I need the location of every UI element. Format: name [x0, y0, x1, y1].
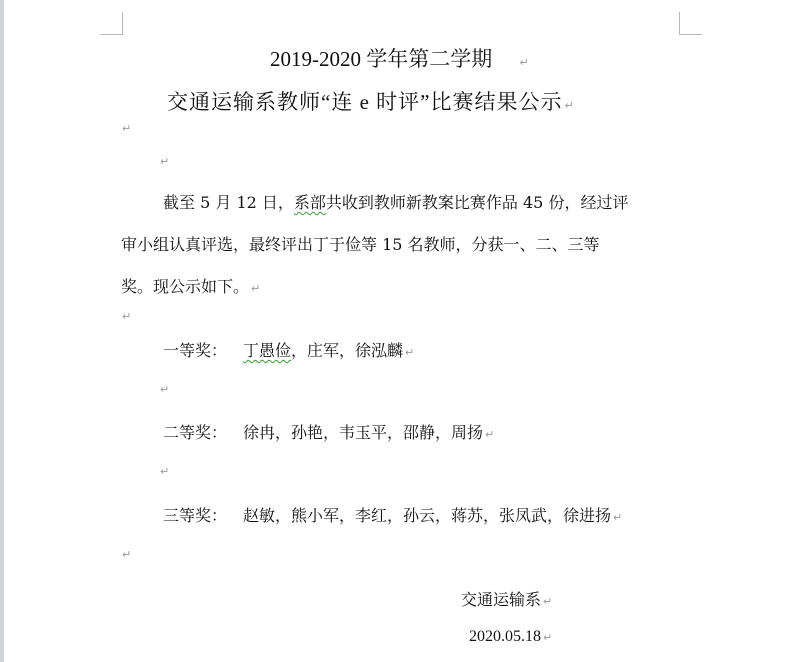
award-winners: ，庄军，徐泓麟 [291, 341, 404, 360]
signature-department[interactable] [461, 587, 552, 610]
intro-line-3[interactable] [121, 274, 260, 297]
paragraph-mark-icon: ↵ [160, 383, 170, 396]
paragraph-mark-icon: ↵ [160, 465, 170, 478]
paragraph-mark-icon: ↵ [543, 595, 553, 608]
title-line-2 [167, 86, 575, 116]
award-row-first[interactable] [163, 338, 414, 361]
department-name: 交通运输系 [461, 590, 542, 609]
intro-line-3-text: 奖。现公示如下。 [121, 277, 250, 296]
paragraph-mark-icon: ↵ [122, 310, 132, 323]
crop-mark-top-right [679, 12, 702, 35]
paragraph-mark-icon: ↵ [251, 282, 261, 295]
title-line-1-text: 2019-2020 学年第二学期 [270, 47, 493, 71]
grammar-flagged-text[interactable]: 丁愚俭 [243, 341, 292, 360]
paragraph-mark-icon: ↵ [122, 122, 132, 135]
date-text: 2020.05.18 [469, 628, 541, 645]
award-row-third[interactable] [163, 503, 622, 526]
paragraph-mark-icon: ↵ [405, 346, 415, 359]
award-row-second[interactable] [163, 420, 494, 443]
award-label: 三等奖： [163, 506, 228, 525]
intro-line-2[interactable] [121, 232, 600, 255]
intro-line-1[interactable] [163, 190, 628, 213]
award-winners: 徐冉，孙艳，韦玉平，邵静，周扬 [243, 423, 484, 442]
paragraph-mark-icon: ↵ [160, 155, 170, 168]
title-line-1 [270, 43, 529, 73]
window-left-edge [0, 0, 4, 662]
paragraph-mark-icon: ↵ [122, 548, 132, 561]
paragraph-mark-icon: ↵ [485, 428, 495, 441]
paragraph-mark-icon: ↵ [613, 511, 623, 524]
award-label: 二等奖： [163, 423, 228, 442]
title-line-2-text: 交通运输系教师“连 e 时评”比赛结果公示 [167, 90, 563, 114]
crop-mark-top-left [100, 12, 123, 35]
paragraph-mark-icon: ↵ [519, 56, 529, 69]
award-label: 一等奖： [163, 341, 228, 360]
paragraph-mark-icon: ↵ [564, 99, 575, 112]
signature-date[interactable] [469, 628, 552, 646]
intro-line-1-start: 截至 5 月 12 日， [163, 193, 294, 212]
grammar-flagged-text[interactable]: 系部 [293, 193, 326, 212]
award-winners: 赵敏，熊小军，李红，孙云，蒋苏，张凤武，徐进扬 [243, 506, 612, 525]
paragraph-mark-icon: ↵ [543, 631, 553, 644]
intro-line-2-text: 审小组认真评选，最终评出丁于俭等 15 名教师，分获一、二、三等 [121, 235, 600, 254]
intro-line-1-end: 共收到教师新教案比赛作品 45 份，经过评 [325, 193, 629, 212]
